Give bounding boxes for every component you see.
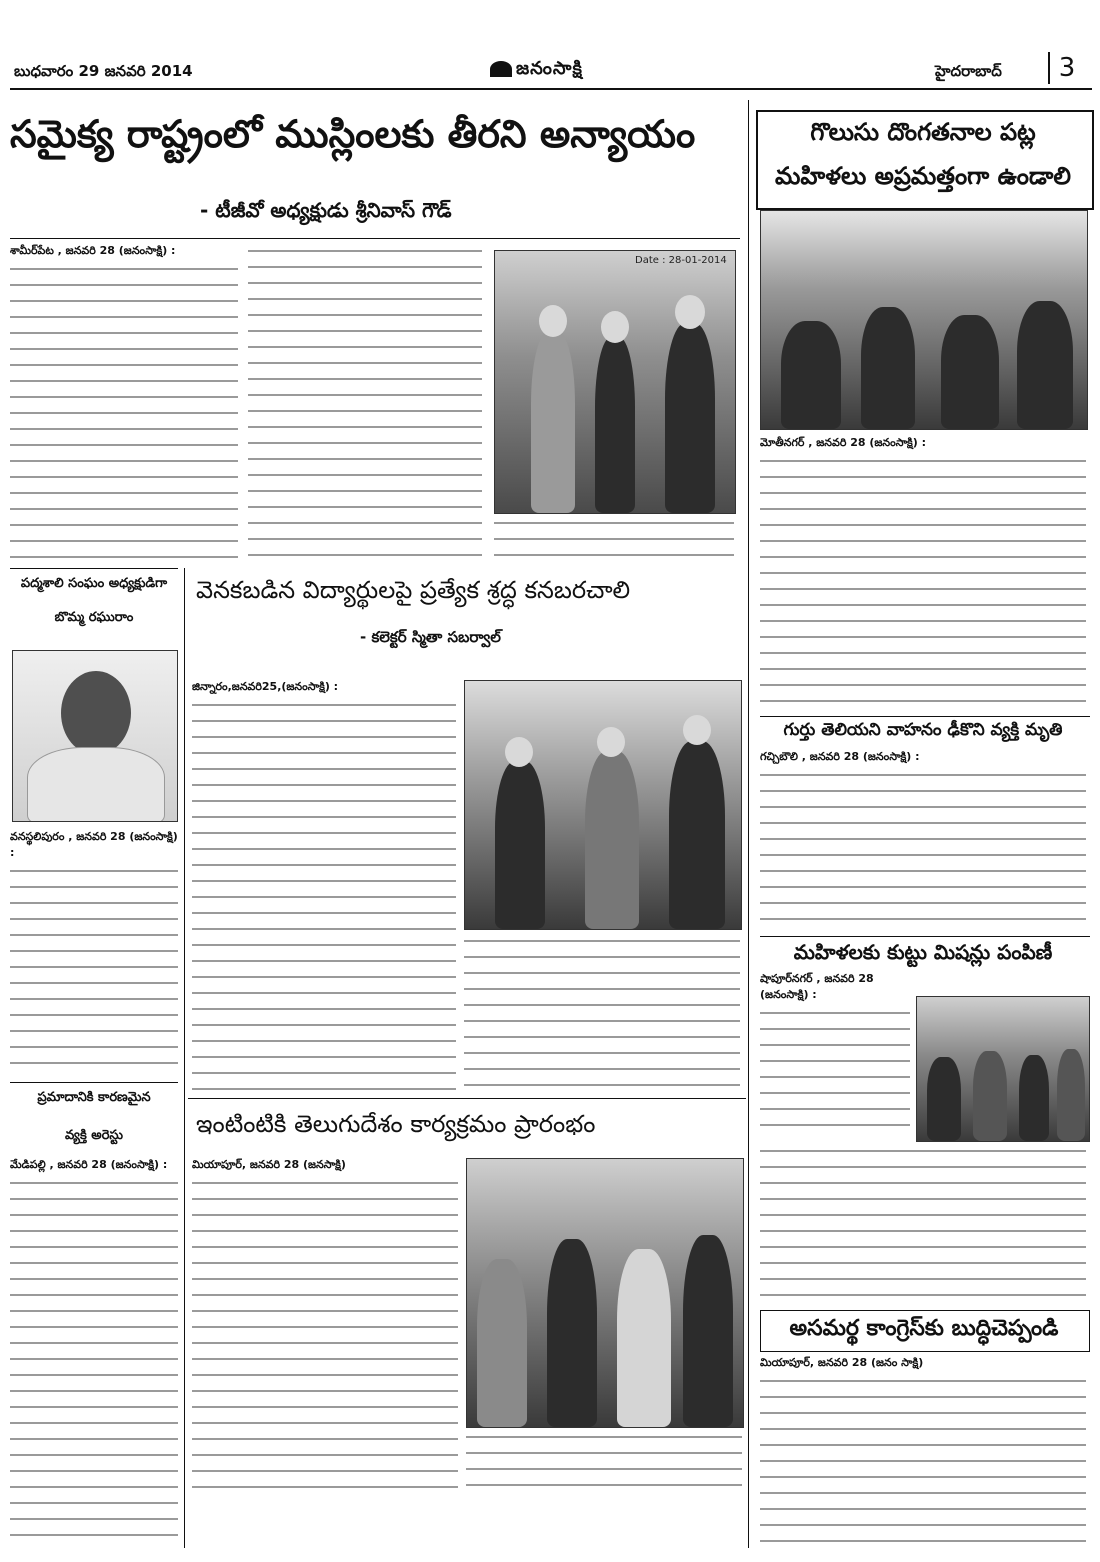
left-rule-top — [10, 568, 178, 569]
sidebar-article — [760, 436, 1086, 712]
arrest-dateline: మేడిపల్లి , జనవరి 28 (జనంసాక్షి) : — [10, 1158, 168, 1171]
accident-headline: గుర్తు తెలియని వాహనం ఢీకొని వ్యక్తి మృతి — [783, 720, 1063, 740]
lead-divider — [10, 238, 740, 239]
masthead-logo: జనంసాక్షి — [490, 58, 583, 83]
sidebar-headline-2: మహిళలు అప్రమత్తంగా ఉండాలి — [775, 162, 1071, 190]
students-text-block-2 — [464, 934, 740, 1094]
tdp-headline: ఇంటింటికి తెలుగుదేశం కార్యక్రమం ప్రారంభం — [196, 1110, 596, 1138]
sewing-photo — [916, 996, 1090, 1142]
sewing-text-block-2 — [760, 1144, 1086, 1304]
accident-dateline: గచ్చిబౌలి , జనవరి 28 (జనంసాక్షి) : — [760, 750, 920, 763]
sewing-text-block — [760, 1006, 910, 1136]
page-number: 3 — [1048, 52, 1084, 84]
accident-article — [760, 750, 1086, 932]
sidebar-headline-1: గొలుసు దొంగతనాల పట్ల — [810, 118, 1036, 146]
lead-photo-date: Date : 28-01-2014 — [635, 255, 727, 266]
arrest-headline-1: ప్రమాదానికి కారణమైన — [37, 1090, 151, 1105]
lead-headline: సమైక్య రాష్ట్రంలో ముస్లింలకు తీరని అన్యాయం — [10, 112, 696, 156]
tdp-article — [192, 1158, 458, 1494]
tdp-text-block — [192, 1176, 458, 1494]
students-photo — [464, 680, 742, 930]
congress-text-block — [760, 1374, 1086, 1546]
arrest-text-block — [10, 1176, 178, 1542]
arrest-headline-2: వ్యక్తి అరెస్టు — [64, 1128, 124, 1143]
tdp-text-block-2 — [466, 1430, 742, 1494]
sewing-headline: మహిళలకు కుట్టు మిషన్లు పంపిణీ — [793, 940, 1053, 964]
padmashali-headline-2: బొమ్మ రఘురాం — [54, 610, 134, 625]
arrest-article — [10, 1158, 178, 1544]
students-text-block — [192, 698, 456, 1094]
lead-column-1 — [10, 244, 238, 564]
padmashali-article — [10, 830, 178, 1076]
students-headline: వెనకబడిన విద్యార్థులపై ప్రత్యేక శ్రద్ధ కనబరచాలి — [196, 576, 631, 604]
padmashali-dateline: వనస్థలిపురం , జనవరి 28 (జనంసాక్షి) : — [10, 830, 178, 859]
padmashali-headline-1: పద్మశాలి సంఘం అధ్యక్షుడిగా — [20, 576, 168, 591]
sidebar-text-block — [760, 454, 1086, 710]
lead-text-block-3 — [494, 516, 734, 564]
tdp-photo — [466, 1158, 744, 1428]
students-byline: - కలెక్టర్ స్మితా సబర్వాల్ — [360, 628, 501, 646]
lead-photo — [494, 250, 736, 514]
sidebar-dateline: మోతీనగర్ , జనవరి 28 (జనంసాక్షి) : — [760, 436, 927, 449]
masthead-date: బుధవారం 29 జనవరి 2014 — [14, 62, 193, 80]
congress-dateline: మియాపూర్, జనవరి 28 (జనం సాక్షి) — [760, 1356, 924, 1369]
masthead-rule — [10, 88, 1092, 90]
congress-headline: అసమర్థ కాంగ్రెస్‌కు బుద్ధిచెప్పండి — [789, 1316, 1059, 1341]
lead-text-block-1 — [10, 262, 238, 562]
sewing-dateline: షాపూర్‌నగర్ , జనవరి 28 (జనంసాక్షి) : — [760, 972, 874, 1001]
lead-byline: - టీజీవో అధ్యక్షుడు శ్రీనివాస్ గౌడ్ — [200, 198, 452, 222]
tdp-rule — [188, 1098, 746, 1099]
students-article — [192, 680, 456, 1094]
accident-text-block — [760, 768, 1086, 930]
sewing-article — [760, 972, 910, 1136]
lead-column-2 — [248, 244, 482, 564]
left-rule-bottom — [10, 1082, 178, 1083]
tdp-dateline: మియాపూర్, జనవరి 28 (జనసాక్షి) — [192, 1158, 346, 1171]
logo-emblem-icon — [490, 61, 512, 77]
masthead-city: హైదరాబాద్ — [935, 62, 1002, 80]
lead-dateline: శామీర్‌పేట , జనవరి 28 (జనంసాక్షి) : — [10, 244, 176, 257]
accident-rule — [760, 716, 1090, 717]
left-column-divider — [184, 568, 185, 1548]
congress-article — [760, 1356, 1086, 1546]
sidebar-photo — [760, 210, 1088, 430]
sewing-rule — [760, 936, 1090, 937]
padmashali-portrait — [12, 650, 178, 822]
students-dateline: జిన్నారం,జనవరి25,(జనంసాక్షి) : — [192, 680, 339, 693]
right-column-divider — [748, 100, 749, 1548]
lead-text-block-2 — [248, 244, 482, 562]
padmashali-text-block — [10, 864, 178, 1074]
